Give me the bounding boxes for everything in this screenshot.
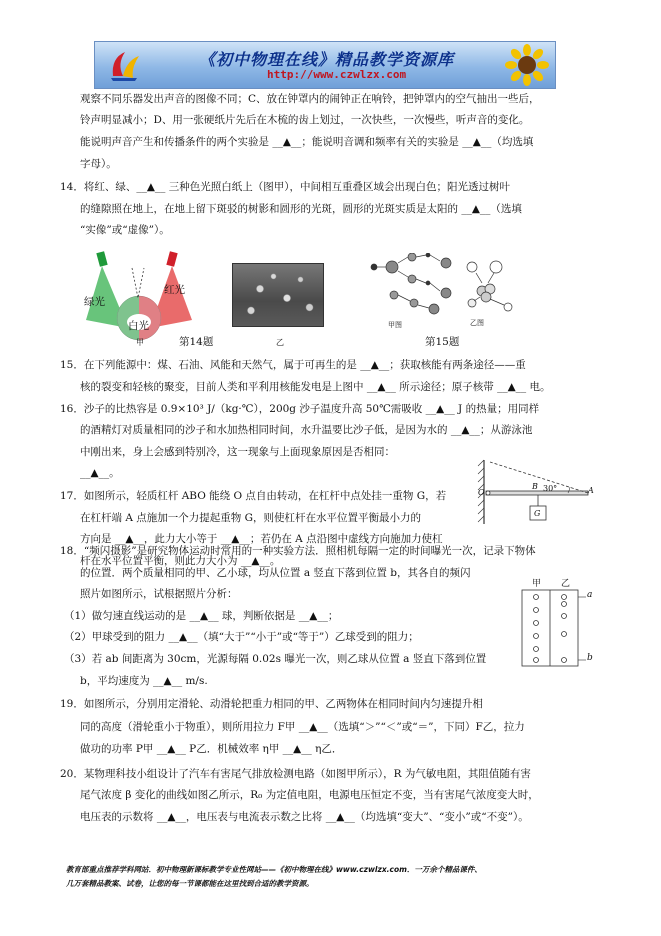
header-banner xyxy=(94,41,556,89)
white-light-label: 白光 xyxy=(128,320,149,332)
strobe-yi-label: 乙 xyxy=(561,579,571,589)
q15-line-2: 核的裂变和轻核的聚变，目前人类和平利用核能发电是上图中 __▲__ 所示途径；原子核带 __▲__ 电。 xyxy=(80,381,551,393)
q17-line-2: 在杠杆端 A 点施加一个力提起重物 G，则使杠杆在水平位置平衡最小力的 xyxy=(80,512,421,524)
lever-a-label: A xyxy=(588,486,594,495)
lever-weight-label: G xyxy=(534,509,541,518)
q13-line-1: 观察不同乐器发出声音的图像不同；C、放在钟罩内的闹钟正在响铃，把钟罩内的空气抽出一些后， xyxy=(80,93,540,105)
q18-line-7: b，平均速度为 __▲__ m/s. xyxy=(80,675,208,687)
q15-line-1: 15．在下列能源中：煤、石油、风能和天然气，属于可再生的是 __▲__；获取核能有两条途径——重 xyxy=(60,359,526,371)
position-b-label: b xyxy=(587,653,593,663)
q18-line-1: 18．“频闪摄影”是研究物体运动时常用的一种实验方法．照相机每隔一定的时间曝光一次，记录下物体 xyxy=(60,545,536,557)
fig15-caption: 第15题 xyxy=(425,336,460,348)
q13-line-2: 铃声明显减小；D、用一张硬纸片先后在木梳的齿上划过，一次快些，一次慢些，听声音的变化。 xyxy=(80,114,530,126)
strobe-photo-figure xyxy=(520,588,593,668)
fig15-yi-label: 乙图 xyxy=(470,319,484,327)
strobe-jia-label: 甲 xyxy=(532,579,542,589)
q19-line-2: 同的高度（滑轮重小于物重），则所用拉力 F甲 __▲__（选填“＞”“＜”或“＝”，下同）F乙，拉力 xyxy=(80,721,525,733)
lever-o-label: O xyxy=(478,488,485,497)
q18-line-4: （1）做匀速直线运动的是 __▲__ 球，判断依据是 __▲__； xyxy=(64,610,339,622)
green-light-label: 绿光 xyxy=(84,296,105,308)
q19-line-1: 19．如图所示，分别用定滑轮、动滑轮把重力相同的甲、乙两物体在相同时间内匀速提升相 xyxy=(60,698,483,710)
lever-angle-label: 30° xyxy=(543,484,558,493)
banner-url[interactable]: http://www.czwlzx.com xyxy=(267,68,407,81)
q20-line-3: 电压表的示数将 __▲__，电压表与电流表示数之比将 __▲__（均选填“变大”、“变小”或“不变”）。 xyxy=(80,811,529,823)
q14-line-1: 14．将红、绿、__▲__ 三种色光照白纸上（图甲），中间相互重叠区域会出现白色；阳光透过树叶 xyxy=(60,181,511,193)
q20-line-2: 尾气浓度 β 变化的曲线如图乙所示，R₀ 为定值电阻，电源电压恒定不变，当有害尾气浓度变大时， xyxy=(80,789,539,801)
q14-line-2: 的缝隙照在地上，在地上留下斑驳的树影和圆形的光斑，圆形的光斑实质是太阳的 __▲__（选填 xyxy=(80,203,522,215)
light-spots-photo xyxy=(232,263,324,327)
fig14-jia-label: 甲 xyxy=(136,338,144,347)
footer-line-2: 几万套精品教案、试卷，让您的每一节课都能在这里找到合适的教学资源。 xyxy=(66,879,314,888)
q17-line-3: 方向是 __▲__，此力大小等于 __▲__；若仍在 A 点沿图中虚线方向施加力使杠 xyxy=(80,533,443,545)
q20-line-1: 20．某物理科技小组设计了汽车有害尾气排放检测电路（如图甲所示），R 为气敏电阻，其阻值随有害 xyxy=(60,768,531,780)
q18-line-2: 的位置．两个质量相同的甲、乙小球，均从位置 a 竖直下落到位置 b，其各自的频闪 xyxy=(80,567,471,579)
fig14-yi-label: 乙 xyxy=(276,338,284,347)
q14-line-3: “实像”或“虚像”）。 xyxy=(80,224,170,236)
fig15-jia-label: 甲图 xyxy=(388,321,402,329)
q17-line-1: 17．如图所示，轻质杠杆 ABO 能绕 O 点自由转动，在杠杆中点处挂一重物 G，若 xyxy=(60,490,447,502)
fig14-caption: 第14题 xyxy=(179,336,214,348)
q18-line-5: （2）甲球受到的阻力 __▲__（填“大于”“小于”或“等于”）乙球受到的阻力； xyxy=(64,631,419,643)
q13-line-3: 能说明声音产生和传播条件的两个实验是 __▲__；能说明音调和频率有关的实验是 __▲__（均选填 xyxy=(80,136,534,148)
q18-line-3: 照片如图所示，试根据照片分析： xyxy=(80,588,238,600)
sunflower-icon xyxy=(505,44,549,86)
q16-line-4: __▲__。 xyxy=(80,467,120,479)
q16-line-2: 的酒精灯对质量相同的沙子和水加热相同时间，水升温要比沙子低，是因为水的 __▲__；从游泳池 xyxy=(80,424,533,436)
lever-b-label: B xyxy=(532,482,538,491)
q18-line-6: （3）若 ab 间距离为 30cm，光源每隔 0.02s 曝光一次，则乙球从位置 a 竖直下落到位置 xyxy=(64,653,487,665)
position-a-label: a xyxy=(587,590,593,600)
banner-title: 《初中物理在线》精品教学资源库 xyxy=(199,50,455,69)
footer-line-1: 教育部重点推荐学科网站．初中物理新课标教学专业性网站——《初中物理在线》www.czwlzx.com．一万余个精品课件、 xyxy=(66,865,482,874)
red-light-label: 红光 xyxy=(164,284,185,296)
q19-line-3: 做功的功率 P甲 __▲__ P乙．机械效率 η甲 __▲__ η乙． xyxy=(80,743,343,755)
q13-line-4: 字母）。 xyxy=(80,158,117,170)
q16-line-3: 中刚出来，身上会感到特别冷，这一现象与上面现象原因是否相同： xyxy=(80,446,395,458)
q17-line-4: 杆在水平位置平衡，则此力大小为 __▲__。 xyxy=(80,555,281,567)
q16-line-1: 16．沙子的比热容是 0.9×10³ J/（kg·℃），200g 沙子温度升高 50℃需吸收 __▲__ J 的热量；用同样 xyxy=(60,403,540,415)
site-logo-icon xyxy=(105,46,143,84)
